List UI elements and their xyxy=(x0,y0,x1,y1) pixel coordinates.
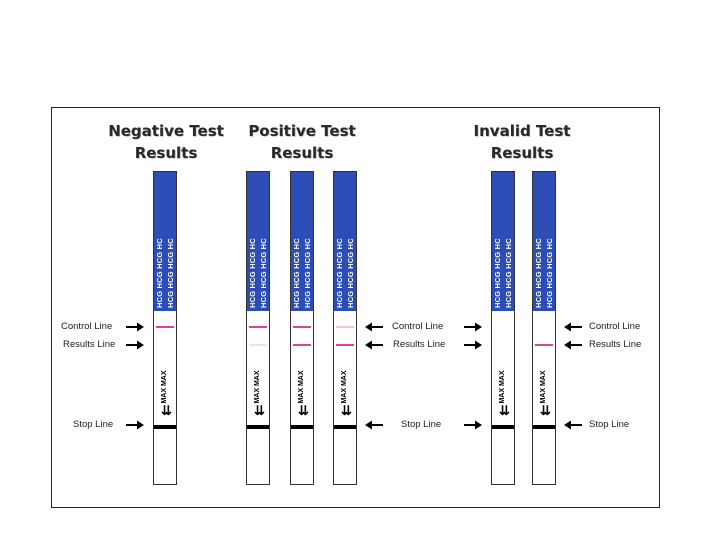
down-arrows-icon: ⇊ xyxy=(341,403,349,418)
invalid-title xyxy=(452,120,592,164)
strip-hcg-band xyxy=(533,172,555,311)
invalid-title-line1: Invalid Test xyxy=(473,122,571,140)
stop-line-label-left: Stop Line xyxy=(73,419,114,430)
strip-hcg-text: HCG HCG HCG HC HCG HCG HCG HC xyxy=(248,238,268,308)
negative-title xyxy=(96,120,236,164)
results-line-mark xyxy=(249,344,267,346)
strip-hcg-text: HCG HCG HCG HC HCG HCG HCG HC xyxy=(155,238,175,308)
strip-hcg-text: HCG HCG HCG HC HCG HCG HCG HC xyxy=(292,238,312,308)
strip-hcg-band xyxy=(334,172,356,311)
stop-line-mark xyxy=(334,425,356,429)
left-arrow-icon xyxy=(564,340,582,350)
test-strip-positive-3 xyxy=(333,171,357,485)
right-arrow-icon xyxy=(464,340,482,350)
control-line-label-left: Control Line xyxy=(61,321,113,332)
down-arrows-icon: ⇊ xyxy=(161,403,169,418)
max-text: MAX MAX xyxy=(540,370,547,404)
stop-line-label-right: Stop Line xyxy=(589,419,630,430)
down-arrows-icon: ⇊ xyxy=(499,403,507,418)
down-arrows-icon: ⇊ xyxy=(298,403,306,418)
stop-line-mark xyxy=(492,425,514,429)
down-arrows-icon: ⇊ xyxy=(540,403,548,418)
stop-line-mark xyxy=(247,425,269,429)
results-line-mark xyxy=(336,344,354,346)
max-text: MAX MAX xyxy=(161,370,168,404)
strip-hcg-band xyxy=(154,172,176,311)
positive-title-line2: Results xyxy=(270,144,334,162)
test-strip-invalid-2 xyxy=(532,171,556,485)
results-line-label-middle: Results Line xyxy=(393,339,446,350)
positive-title-line1: Positive Test xyxy=(248,122,356,140)
invalid-title-line2: Results xyxy=(490,144,554,162)
control-line-mark xyxy=(293,326,311,328)
right-arrow-icon xyxy=(126,340,144,350)
max-text: MAX MAX xyxy=(254,370,261,404)
right-arrow-icon xyxy=(464,322,482,332)
positive-title xyxy=(232,120,372,164)
test-strip-positive-2 xyxy=(290,171,314,485)
max-text: MAX MAX xyxy=(298,370,305,404)
left-arrow-icon xyxy=(365,420,383,430)
control-line-label-right: Control Line xyxy=(589,321,641,332)
right-arrow-icon xyxy=(126,322,144,332)
strip-hcg-band xyxy=(492,172,514,311)
max-text: MAX MAX xyxy=(499,370,506,404)
left-arrow-icon xyxy=(365,322,383,332)
right-arrow-icon xyxy=(126,420,144,430)
stop-line-mark xyxy=(291,425,313,429)
strip-hcg-text: HCG HCG HCG HC HCG HCG HCG HC xyxy=(534,238,554,308)
strip-hcg-text: HCG HCG HCG HC HCG HCG HCG HC xyxy=(493,238,513,308)
negative-title-line1: Negative Test xyxy=(108,122,224,140)
test-strip-negative xyxy=(153,171,177,485)
results-line-label-left: Results Line xyxy=(63,339,116,350)
strip-hcg-band xyxy=(247,172,269,311)
test-strip-positive-1 xyxy=(246,171,270,485)
max-text: MAX MAX xyxy=(341,370,348,404)
results-line-mark xyxy=(293,344,311,346)
left-arrow-icon xyxy=(564,322,582,332)
strip-hcg-text: HCG HCG HCG HC HCG HCG HCG HC xyxy=(335,238,355,308)
down-arrows-icon: ⇊ xyxy=(254,403,262,418)
strip-hcg-band xyxy=(291,172,313,311)
left-arrow-icon xyxy=(365,340,383,350)
stop-line-mark xyxy=(533,425,555,429)
test-strip-invalid-1 xyxy=(491,171,515,485)
control-line-mark xyxy=(156,326,174,328)
control-line-mark xyxy=(249,326,267,328)
control-line-mark xyxy=(336,326,354,328)
stop-line-mark xyxy=(154,425,176,429)
negative-title-line2: Results xyxy=(134,144,198,162)
results-line-label-right: Results Line xyxy=(589,339,642,350)
results-line-mark xyxy=(535,344,553,346)
right-arrow-icon xyxy=(464,420,482,430)
control-line-label-middle: Control Line xyxy=(392,321,444,332)
left-arrow-icon xyxy=(564,420,582,430)
stop-line-label-middle: Stop Line xyxy=(401,419,442,430)
